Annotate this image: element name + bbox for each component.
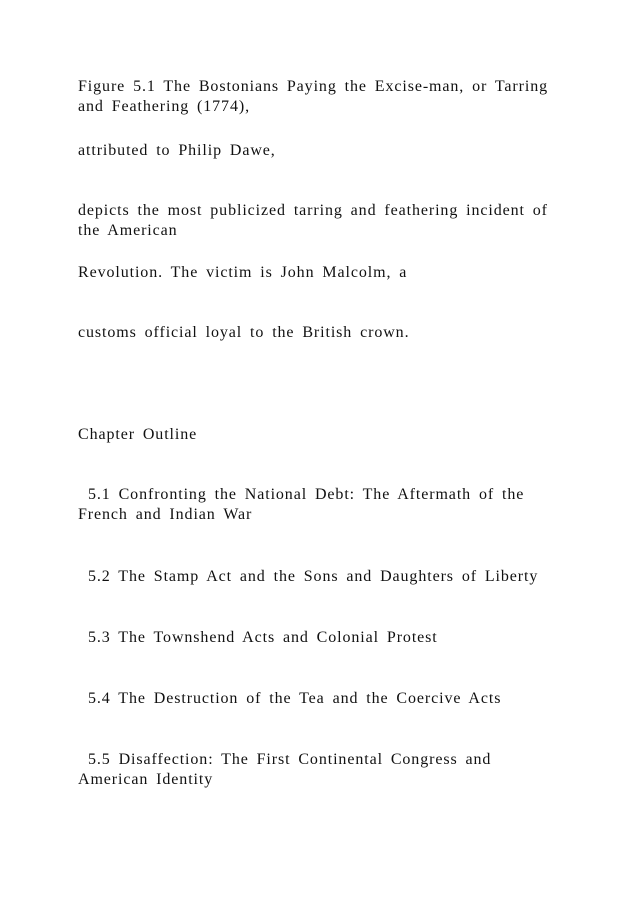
outline-item: 5.3 The Townshend Acts and Colonial Protest <box>88 629 438 646</box>
figure-caption-title: Figure 5.1 The Bostonians Paying the Excise-man, or Tarring and Feathering (1774), <box>78 78 556 115</box>
outline-item: 5.1 Confronting the National Debt: The Aftermath of the French and Indian War <box>78 486 533 523</box>
figure-caption-attribution: attributed to Philip Dawe, <box>78 142 276 159</box>
chapter-outline-heading: Chapter Outline <box>78 426 198 443</box>
outline-item: 5.2 The Stamp Act and the Sons and Daughters of Liberty <box>88 568 539 585</box>
figure-caption-victim: Revolution. The victim is John Malcolm, a <box>78 264 408 281</box>
outline-item: 5.5 Disaffection: The First Continental Congress and American Identity <box>78 751 499 788</box>
outline-item: 5.4 The Destruction of the Tea and the Coercive Acts <box>88 690 502 707</box>
figure-caption-description: depicts the most publicized tarring and feathering incident of the American <box>78 202 556 239</box>
figure-caption-official: customs official loyal to the British crown. <box>78 324 410 341</box>
